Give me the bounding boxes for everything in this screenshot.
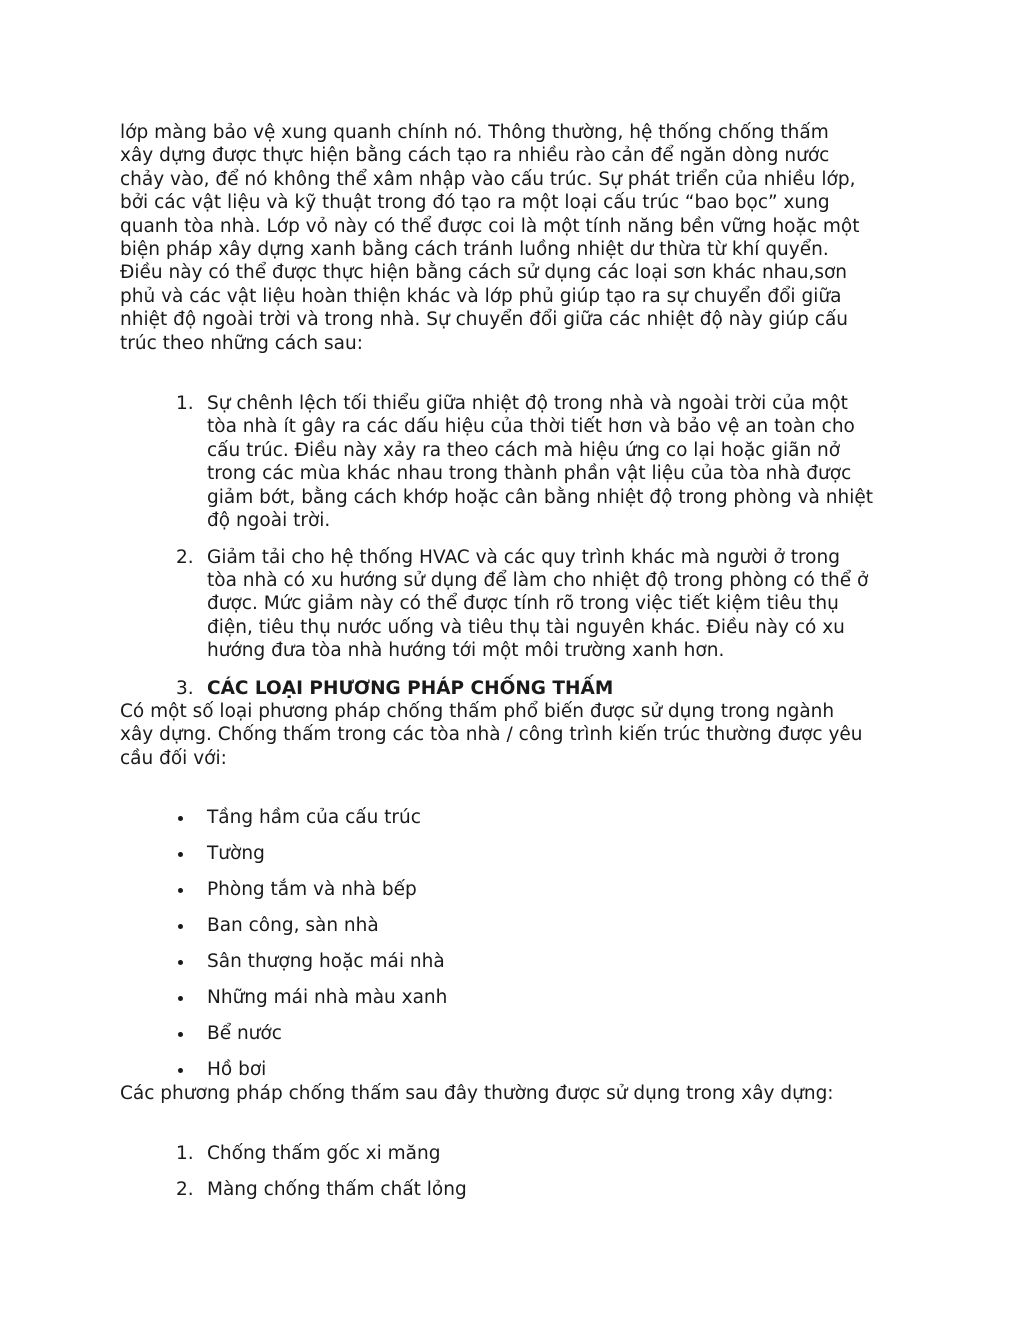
methods-intro-paragraph (120, 1082, 910, 1105)
list-item-line: được. Mức giảm này có thể được tính rõ trong việc tiết kiệm tiêu thụ (207, 593, 839, 615)
intro-line: nhiệt độ ngoài trời và trong nhà. Sự chuyển đổi giữa các nhiệt độ này giúp cấu (120, 309, 849, 331)
intro-line: xây dựng được thực hiện bằng cách tạo ra nhiều rào cản để ngăn dòng nước (120, 145, 830, 167)
bullet-dot-icon (178, 816, 183, 821)
intro-line: lớp màng bảo vệ xung quanh chính nó. Thông thường, hệ thống chống thấm (120, 122, 829, 143)
list-item-line: Giảm tải cho hệ thống HVAC và các quy trình khác mà người ở trong (207, 546, 840, 568)
bullet-item-text: Những mái nhà màu xanh (207, 987, 448, 1009)
list-number: 1. (176, 1142, 194, 1164)
list-item-line: Sự chênh lệch tối thiểu giữa nhiệt độ trong nhà và ngoài trời của một (207, 393, 848, 415)
bullet-item (120, 878, 910, 914)
bullet-dot-icon (178, 960, 183, 965)
list-item-text: Màng chống thấm chất lỏng (207, 1178, 467, 1200)
list-number: 1. (176, 393, 194, 415)
list-item (120, 392, 910, 532)
bullet-dot-icon (178, 924, 183, 929)
bullet-item-text: Phòng tắm và nhà bếp (207, 879, 417, 901)
bullet-item (120, 1022, 910, 1058)
bullet-dot-icon (178, 888, 183, 893)
bullet-item (120, 806, 910, 842)
methods-intro-line: Các phương pháp chống thấm sau đây thường được sử dụng trong xây dựng: (120, 1082, 834, 1104)
section-heading-number: 3. (176, 677, 194, 699)
intro-line: phủ và các vật liệu hoàn thiện khác và lớp phủ giúp tạo ra sự chuyển đổi giữa (120, 285, 842, 307)
list-item-line: tòa nhà ít gây ra các dấu hiệu của thời tiết hơn và bảo vệ an toàn cho (207, 416, 855, 438)
bullet-dot-icon (178, 852, 183, 857)
bullet-item-text: Sân thượng hoặc mái nhà (207, 951, 445, 973)
bullet-item (120, 1058, 910, 1081)
list-number: 2. (176, 546, 194, 568)
section-intro-paragraph (120, 700, 910, 770)
list-number: 2. (176, 1178, 194, 1200)
section-intro-line: cầu đối với: (120, 747, 227, 769)
intro-line: biện pháp xây dựng xanh bằng cách tránh luồng nhiệt dư thừa từ khí quyển. (120, 239, 829, 261)
intro-line: chảy vào, để nó không thể xâm nhập vào cấu trúc. Sự phát triển của nhiều lớp, (120, 168, 856, 190)
bullet-dot-icon (178, 1032, 183, 1037)
intro-line: Điều này có thể được thực hiện bằng cách sử dụng các loại sơn khác nhau,sơn (120, 262, 848, 284)
bullet-dot-icon (178, 996, 183, 1001)
benefits-list (120, 392, 910, 662)
document-page (120, 121, 910, 1214)
list-item (120, 1142, 910, 1178)
intro-paragraph (120, 121, 910, 355)
list-item-line: điện, tiêu thụ nước uống và tiêu thụ tài nguyên khác. Điều này có xu (207, 616, 845, 638)
list-item-line: cấu trúc. Điều này xảy ra theo cách mà hiệu ứng co lại hoặc giãn nở (207, 439, 841, 461)
section-heading-text: CÁC LOẠI PHƯƠNG PHÁP CHỐNG THẤM (207, 677, 614, 699)
list-item-line: tòa nhà có xu hướng sử dụng để làm cho nhiệt độ trong phòng có thể ở (207, 569, 869, 591)
section-heading (120, 677, 910, 700)
list-item-line: hướng đưa tòa nhà hướng tới một môi trường xanh hơn. (207, 640, 725, 662)
methods-list (120, 1142, 910, 1214)
bullet-item (120, 842, 910, 878)
list-item-line: trong các mùa khác nhau trong thành phần vật liệu của tòa nhà được (207, 463, 852, 485)
list-item-line: giảm bớt, bằng cách khớp hoặc cân bằng nhiệt độ trong phòng và nhiệt (207, 486, 873, 508)
list-item-text: Chống thấm gốc xi măng (207, 1142, 441, 1164)
bullet-item (120, 914, 910, 950)
intro-line: quanh tòa nhà. Lớp vỏ này có thể được coi là một tính năng bền vững hoặc một (120, 215, 860, 237)
bullet-item-text: Tường (207, 843, 265, 865)
bullet-item-text: Hồ bơi (207, 1059, 267, 1081)
bullet-item-text: Tầng hầm của cấu trúc (207, 807, 421, 829)
list-item (120, 546, 910, 663)
list-item (120, 1178, 910, 1214)
bullet-item-text: Ban công, sàn nhà (207, 915, 379, 937)
intro-line: bởi các vật liệu và kỹ thuật trong đó tạo ra một loại cấu trúc “bao bọc” xung (120, 192, 830, 214)
list-item-line: độ ngoài trời. (207, 510, 331, 532)
intro-line: trúc theo những cách sau: (120, 332, 363, 354)
section-intro-line: xây dựng. Chống thấm trong các tòa nhà / công trình kiến trúc thường được yêu (120, 724, 863, 746)
areas-bullet-list (120, 806, 910, 1081)
bullet-item (120, 950, 910, 986)
bullet-item (120, 986, 910, 1022)
section-intro-line: Có một số loại phương pháp chống thấm phổ biến được sử dụng trong ngành (120, 700, 835, 722)
bullet-dot-icon (178, 1068, 183, 1073)
bullet-item-text: Bể nước (207, 1023, 282, 1045)
